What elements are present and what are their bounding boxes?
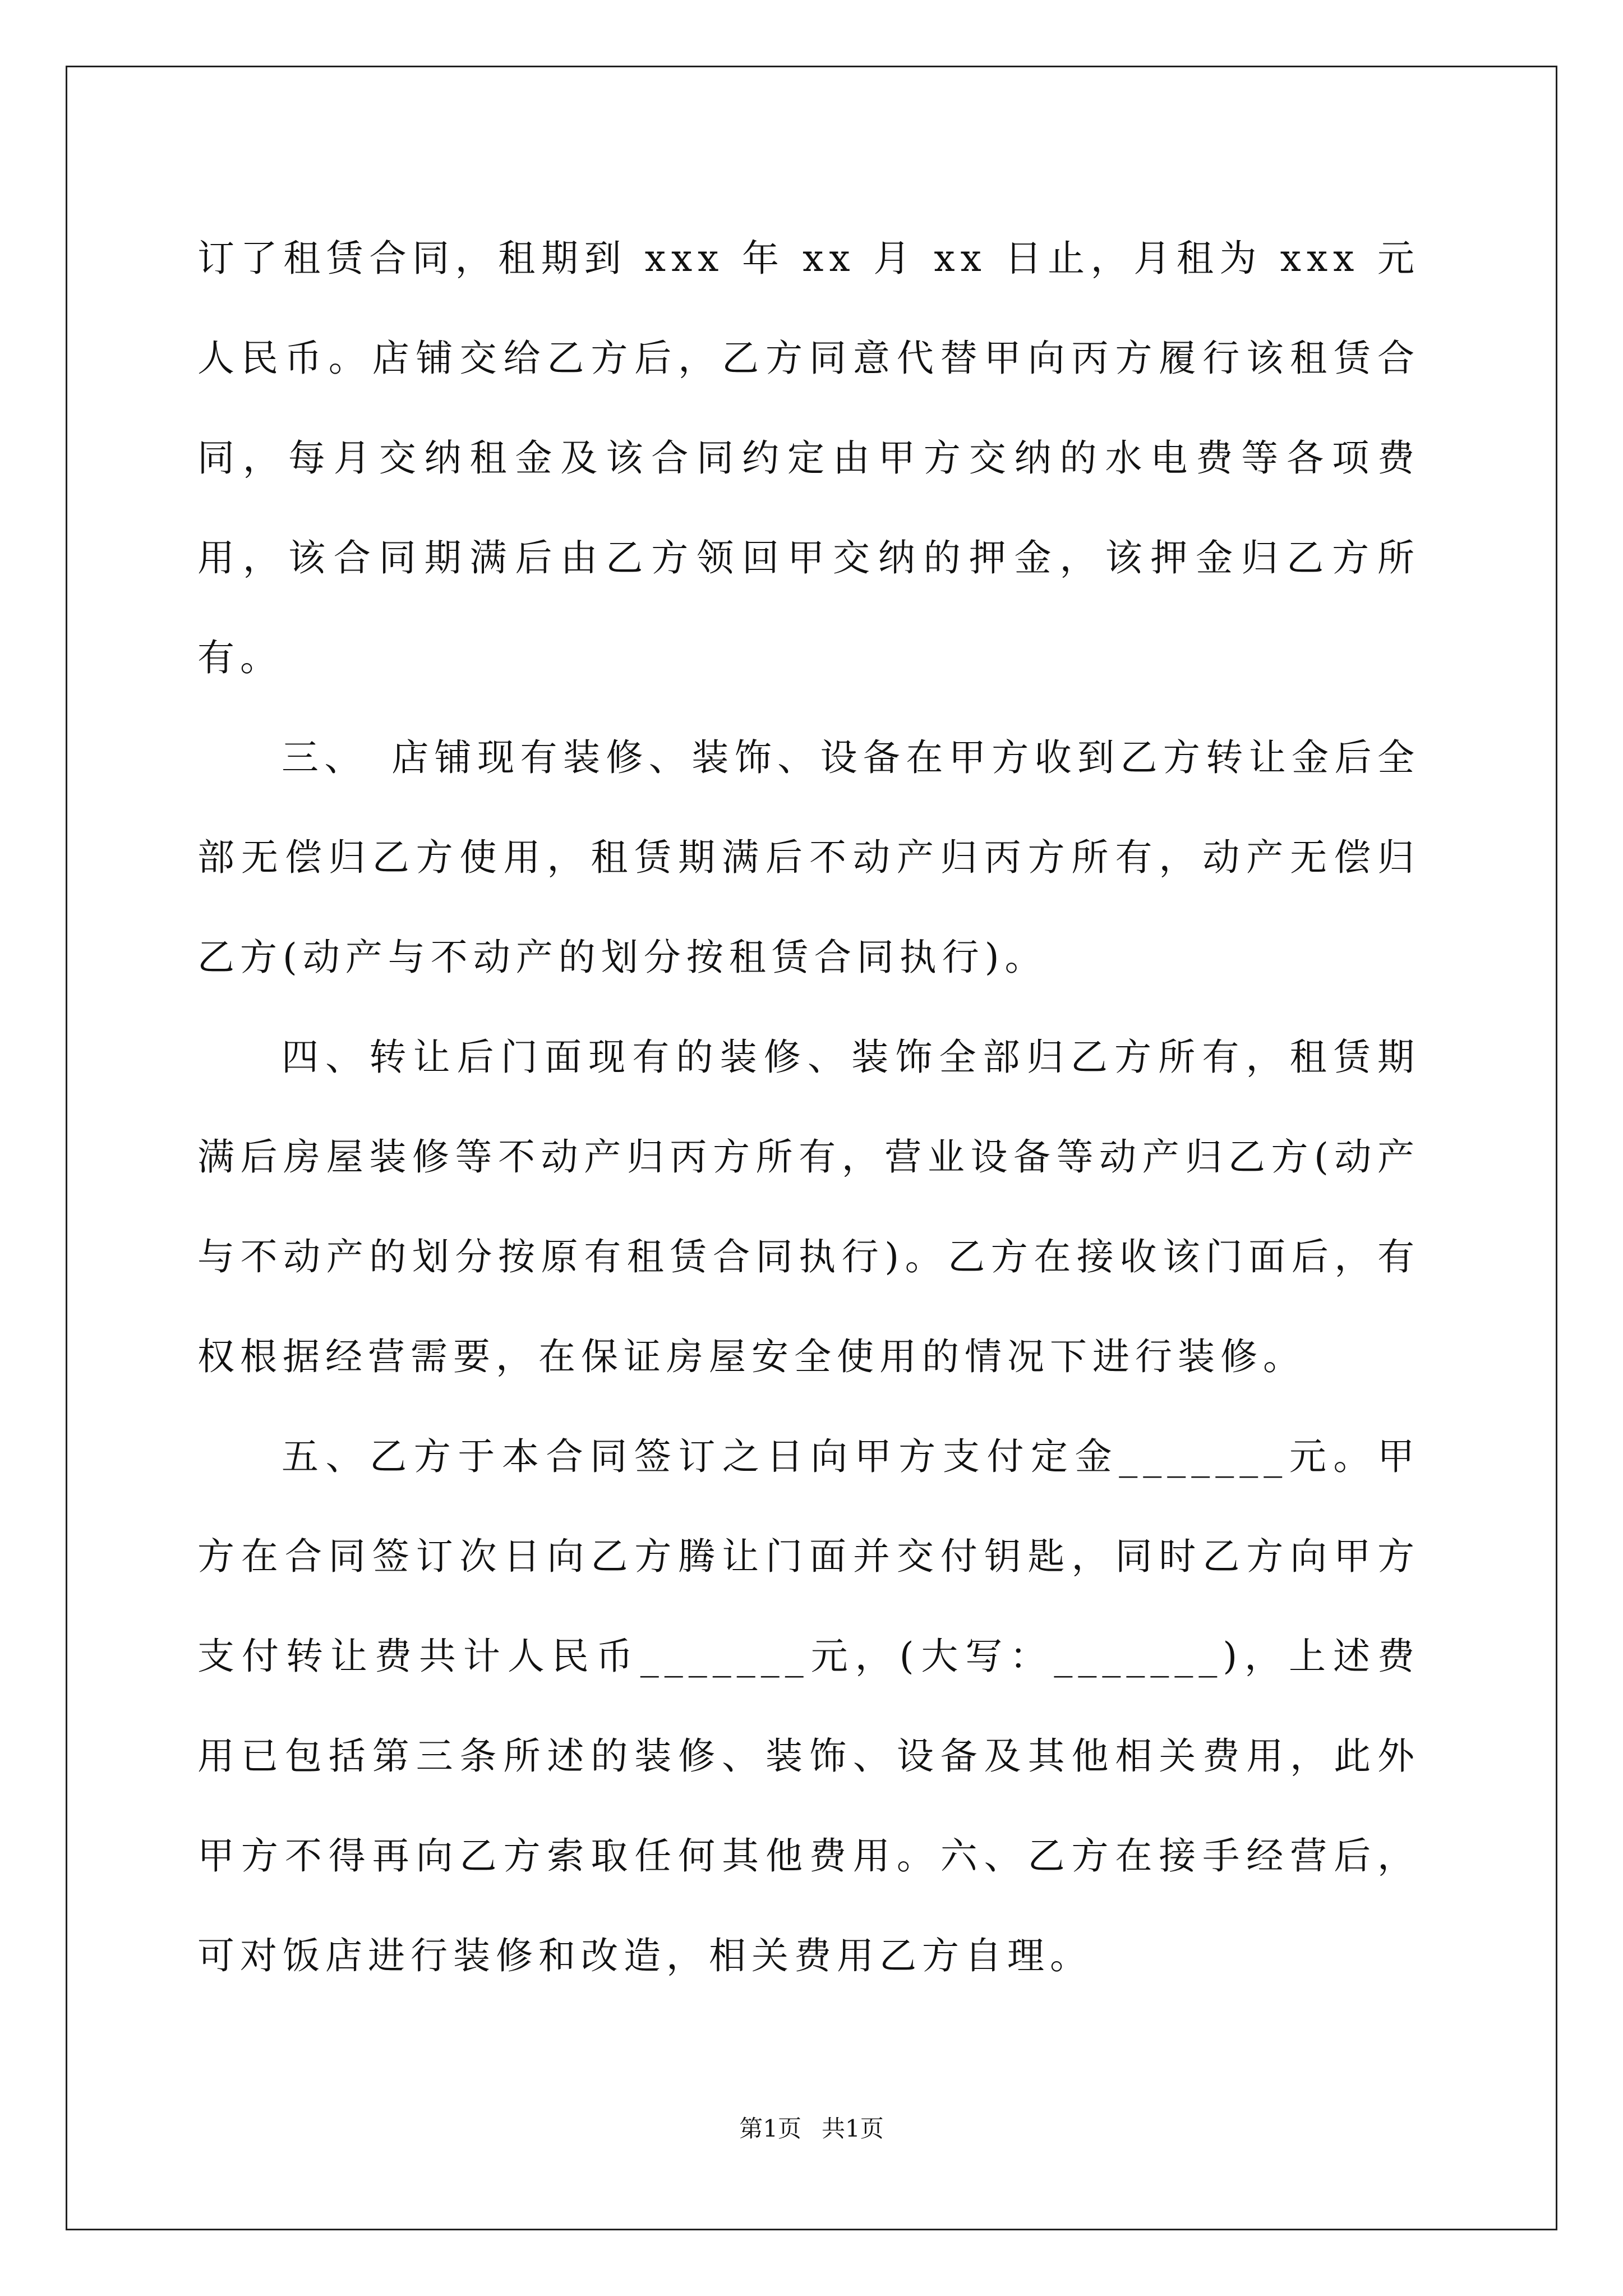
page-number: 第1页 (739, 2115, 801, 2142)
page-total: 共1页 (822, 2115, 884, 2142)
paragraph-clause-five: 五、乙方于本合同签订之日向甲方支付定金_______元。甲方在合同签订次日向乙方腾让门面并交付钥匙，同时乙方向甲方支付转让费共计人民币_______元，(大写：_______)，上述费用已包括第三条所述的装修、装饰、设备及其他相关费用，此外甲方不得再向乙方索取任何其他费用。六、乙方在接手经营后，可对饭店进行装修和改造，相关费用乙方自理。 (197, 1435, 1420, 1977)
paragraph-lease-continuation: 订了租赁合同，租期到 xxx 年 xx 月 xx 日止，月租为 xxx 元人民币。店铺交给乙方后，乙方同意代替甲向丙方履行该租赁合同，每月交纳租金及该合同约定由甲方交纳的水电费等各项费用，该合同期满后由乙方领回甲交纳的押金，该押金归乙方所有。 (197, 237, 1420, 679)
paragraph-clause-four: 四、转让后门面现有的装修、装饰全部归乙方所有，租赁期满后房屋装修等不动产归丙方所有，营业设备等动产归乙方(动产与不动产的划分按原有租赁合同执行)。乙方在接收该门面后，有权根据经营需要，在保证房屋安全使用的情况下进行装修。 (197, 1036, 1420, 1378)
document-body (197, 209, 1420, 2006)
paragraph-clause-three: 三、 店铺现有装修、装饰、设备在甲方收到乙方转让金后全部无偿归乙方使用，租赁期满后不动产归丙方所有，动产无偿归乙方(动产与不动产的划分按租赁合同执行)。 (197, 736, 1420, 979)
page-footer (0, 2110, 1623, 2144)
